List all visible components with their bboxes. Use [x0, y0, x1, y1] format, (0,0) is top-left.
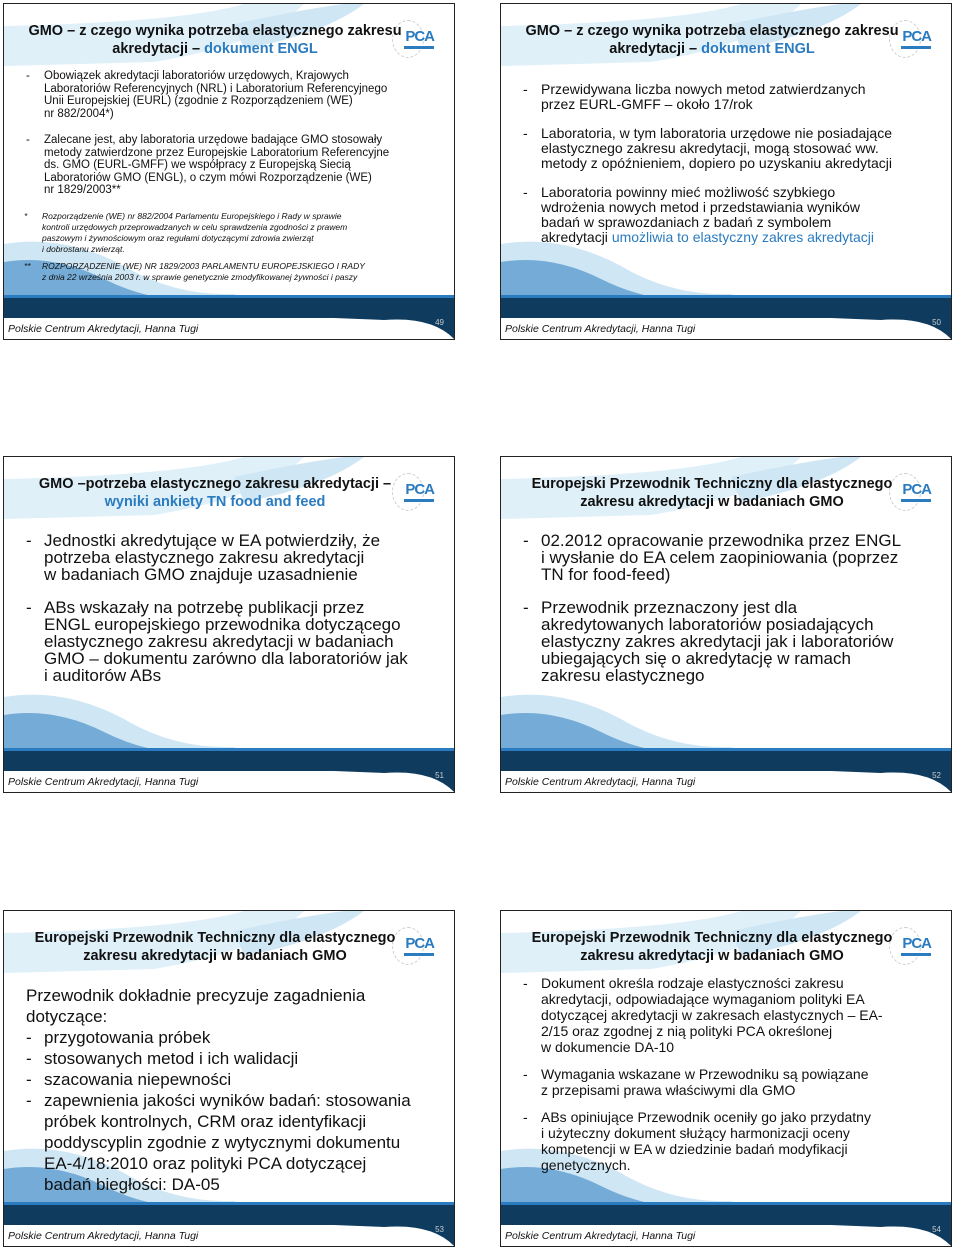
- footer-text: Polskie Centrum Akredytacji, Hanna Tugi: [8, 1230, 199, 1242]
- dash-bullet: -: [523, 1066, 528, 1082]
- footnote-text: ROZPORZĄDZENIE (WE) NR 1829/2003 PARLAMENTU EUROPEJSKIEGO I RADY z dnia 22 września 2003 r. w sprawie genetycznie zmodyfikowanej żywności i paszy: [42, 260, 365, 282]
- title-text: Europejski Przewodnik Techniczny dla elastycznego zakresu akredytacji w badaniach GMO: [531, 476, 893, 510]
- footer-text: Polskie Centrum Akredytacji, Hanna Tugi: [8, 323, 199, 335]
- bullet-item: [26, 134, 434, 197]
- bullet-text: ABs wskazały na potrzebę publikacji przez ENGL europejskiego przewodnika dotyczącego elastycznego zakresu akredytacji w badaniach GMO – dokumentu zarówno dla laboratoriów jak i auditorów ABs: [44, 598, 408, 685]
- slide-title: [12, 22, 418, 58]
- bullet-text: Dokument określa rodzaje elastyczności zakresu akredytacji, odpowiadające wymaganiom polityki EA dotyczącej akredytacji w zakresach elastycznych – EA- 2/15 oraz zgodnej z nią polityki PCA określonej w dokumencie DA-10: [541, 975, 883, 1055]
- dash-bullet: -: [26, 134, 30, 146]
- dash-bullet: -: [523, 598, 529, 617]
- bullet-text: Zalecane jest, aby laboratoria urzędowe badające GMO stosowały metody zatwierdzone przez Europejskie Laboratorium Referencyjne ds. GMO (EURL-GMFF) we współpracy z Europejską Siecią Laboratoriów GMO (ENGL), o czym mówi Rozporządzenie (WE) nr 1829/2003**: [44, 134, 390, 196]
- footer-text: Polskie Centrum Akredytacji, Hanna Tugi: [8, 776, 199, 788]
- dash-bullet: -: [523, 81, 528, 97]
- slide-body: [26, 532, 434, 700]
- bullet-text: stosowanych metod i ich walidacji: [44, 1049, 299, 1068]
- bullet-text: Przewodnik przeznaczony jest dla akredytowanych laboratoriów posiadających elastyczny zakres akredytacji jak i laboratoriów ubiegających się o akredytację w ramach zakresu elastycznego: [541, 598, 894, 685]
- bullet-text: Wymagania wskazane w Przewodniku są powiązane z przepisami prawa właściwymi dla GMO: [541, 1066, 869, 1098]
- pca-logo: PCA: [887, 927, 931, 967]
- slide-title: [12, 929, 418, 965]
- footer-text: Polskie Centrum Akredytacji, Hanna Tugi: [505, 776, 696, 788]
- title-highlight: wyniki ankiety TN food and feed: [104, 494, 326, 510]
- page-number: 49: [435, 318, 444, 327]
- slide-body: [26, 70, 434, 283]
- pca-logo: PCA: [887, 473, 931, 513]
- dash-bullet: -: [523, 531, 529, 550]
- slide: [3, 910, 455, 1247]
- slide-body: [523, 532, 931, 700]
- title-text: GMO – z czego wynika potrzeba elastycznego zakresu akredytacji –: [525, 23, 899, 57]
- title-text: Europejski Przewodnik Techniczny dla elastycznego zakresu akredytacji w badaniach GMO: [531, 930, 893, 964]
- slide: [3, 456, 455, 793]
- bullet-item: [523, 975, 931, 1055]
- bullet-text: Obowiązek akredytacji laboratoriów urzędowych, Krajowych Laboratoriów Referencyjnych (NRL) i Laboratorium Referencyjnego Unii Europejskiej (EURL) (zgodnie z Rozporządzeniem (WE) nr 882/2004*): [44, 70, 388, 120]
- pca-logo: PCA: [390, 473, 434, 513]
- slide-body: [523, 82, 931, 259]
- bullet-item: [26, 532, 434, 583]
- slide: [500, 910, 952, 1247]
- dash-bullet: -: [523, 184, 528, 200]
- footer-band: [4, 751, 454, 771]
- dash-bullet: -: [26, 1049, 32, 1068]
- pca-logo: PCA: [887, 20, 931, 60]
- footnote: [24, 211, 434, 255]
- dash-bullet: -: [523, 975, 528, 991]
- bullet-text: Laboratoria powinny mieć możliwość szybkiego wdrożenia nowych metod i przedstawiania wyników badań w sprawozdaniach z badań z symbolem akredytacji: [541, 184, 861, 245]
- bullet-text: Laboratoria, w tym laboratoria urzędowe nie posiadające elastycznego zakresu akredytacji, mogą stosować ww. metody z opóźnieniem, dopiero po uzyskaniu akredytacji: [541, 125, 892, 171]
- slide: [500, 456, 952, 793]
- footnote-mark: *: [24, 210, 28, 221]
- bullet-item: [523, 126, 931, 171]
- bullet-text: szacowania niepewności: [44, 1070, 232, 1089]
- slide-title: [509, 22, 915, 58]
- footnote-text: Rozporządzenie (WE) nr 882/2004 Parlamentu Europejskiego i Rady w sprawie kontroli urzędowych przeprowadzanych w celu sprawdzenia zgodności z prawem paszowym i żywnościowym oraz regułami dotyczącymi zdrowia zwierząt i dobrostanu zwierząt.: [42, 210, 348, 254]
- footnote-mark: **: [24, 260, 31, 271]
- dash-bullet: -: [523, 125, 528, 141]
- bullet-text: 02.2012 opracowanie przewodnika przez ENGL i wysłanie do EA celem zaopiniowania (poprzez TN for food-feed): [541, 531, 902, 584]
- bullet-item: [523, 532, 931, 583]
- bullet-item: [26, 1090, 434, 1195]
- title-text: Europejski Przewodnik Techniczny dla elastycznego zakresu akredytacji w badaniach GMO: [34, 930, 396, 964]
- page-number: 51: [435, 771, 444, 780]
- dash-bullet: -: [26, 1070, 32, 1089]
- footer-band: [501, 298, 951, 318]
- bullet-item: [523, 599, 931, 684]
- bullet-text: Jednostki akredytujące w EA potwierdziły, że potrzeba elastycznego zakresu akredytacji w badaniach GMO znajduje uzasadnienie: [44, 531, 381, 584]
- title-text: GMO –potrzeba elastycznego zakresu akredytacji –: [38, 476, 392, 492]
- dash-bullet: -: [26, 598, 32, 617]
- dash-bullet: -: [523, 1109, 528, 1125]
- dash-bullet: -: [26, 1091, 32, 1110]
- title-text: GMO – z czego wynika potrzeba elastycznego zakresu akredytacji –: [28, 23, 402, 57]
- bullet-text: ABs opiniujące Przewodnik oceniły go jako przydatny i użyteczny dokument służący harmonizacji oceny kompetencji w EA w dziedzinie badań modyfikacji genetycznych.: [541, 1109, 871, 1173]
- bullet-text: zapewnienia jakości wyników badań: stosowania próbek kontrolnych, CRM oraz identyfikacji poddyscyplin zgodnie z wytycznymi dokumentu EA-4/18:2010 oraz polityki PCA dotyczącej badań biegłości: DA-05: [44, 1091, 411, 1194]
- footer-text: Polskie Centrum Akredytacji, Hanna Tugi: [505, 1230, 696, 1242]
- footer-band: [4, 298, 454, 318]
- bullet-item: [523, 1109, 931, 1173]
- slide-title: [12, 475, 418, 511]
- title-highlight: dokument ENGL: [701, 41, 815, 57]
- page-number: 52: [932, 771, 941, 780]
- bullet-highlight: umożliwia to elastyczny zakres akredytacji: [611, 229, 875, 245]
- dash-bullet: -: [26, 70, 30, 82]
- pca-logo: PCA: [390, 20, 434, 60]
- slide-body: [523, 975, 931, 1184]
- slide: [3, 3, 455, 340]
- footer-band: [4, 1205, 454, 1225]
- bullet-item: [26, 70, 434, 120]
- bullet-item: [26, 1069, 434, 1090]
- dash-bullet: -: [26, 1028, 32, 1047]
- page-number: 54: [932, 1225, 941, 1234]
- bullet-item: [523, 185, 931, 245]
- bullet-text: Przewidywana liczba nowych metod zatwierdzanych przez EURL-GMFF – około 17/rok: [541, 81, 866, 112]
- footer-text: Polskie Centrum Akredytacji, Hanna Tugi: [505, 323, 696, 335]
- title-highlight: dokument ENGL: [204, 41, 318, 57]
- bullet-item: [26, 1027, 434, 1048]
- footer-band: [501, 1205, 951, 1225]
- slide: [500, 3, 952, 340]
- page-number: 53: [435, 1225, 444, 1234]
- bullet-text: przygotowania próbek: [44, 1028, 211, 1047]
- intro-text: Przewodnik dokładnie precyzuje zagadnienia dotyczące:: [26, 986, 366, 1026]
- slide-body: [26, 985, 434, 1195]
- page-number: 50: [932, 318, 941, 327]
- bullet-item: [523, 82, 931, 112]
- bullet-item: [26, 1048, 434, 1069]
- footer-band: [501, 751, 951, 771]
- slide-title: [509, 929, 915, 965]
- bullet-item: [26, 599, 434, 684]
- bullet-item: [523, 1066, 931, 1098]
- pca-logo: PCA: [390, 927, 434, 967]
- dash-bullet: -: [26, 531, 32, 550]
- footnote: [24, 261, 434, 283]
- slide-title: [509, 475, 915, 511]
